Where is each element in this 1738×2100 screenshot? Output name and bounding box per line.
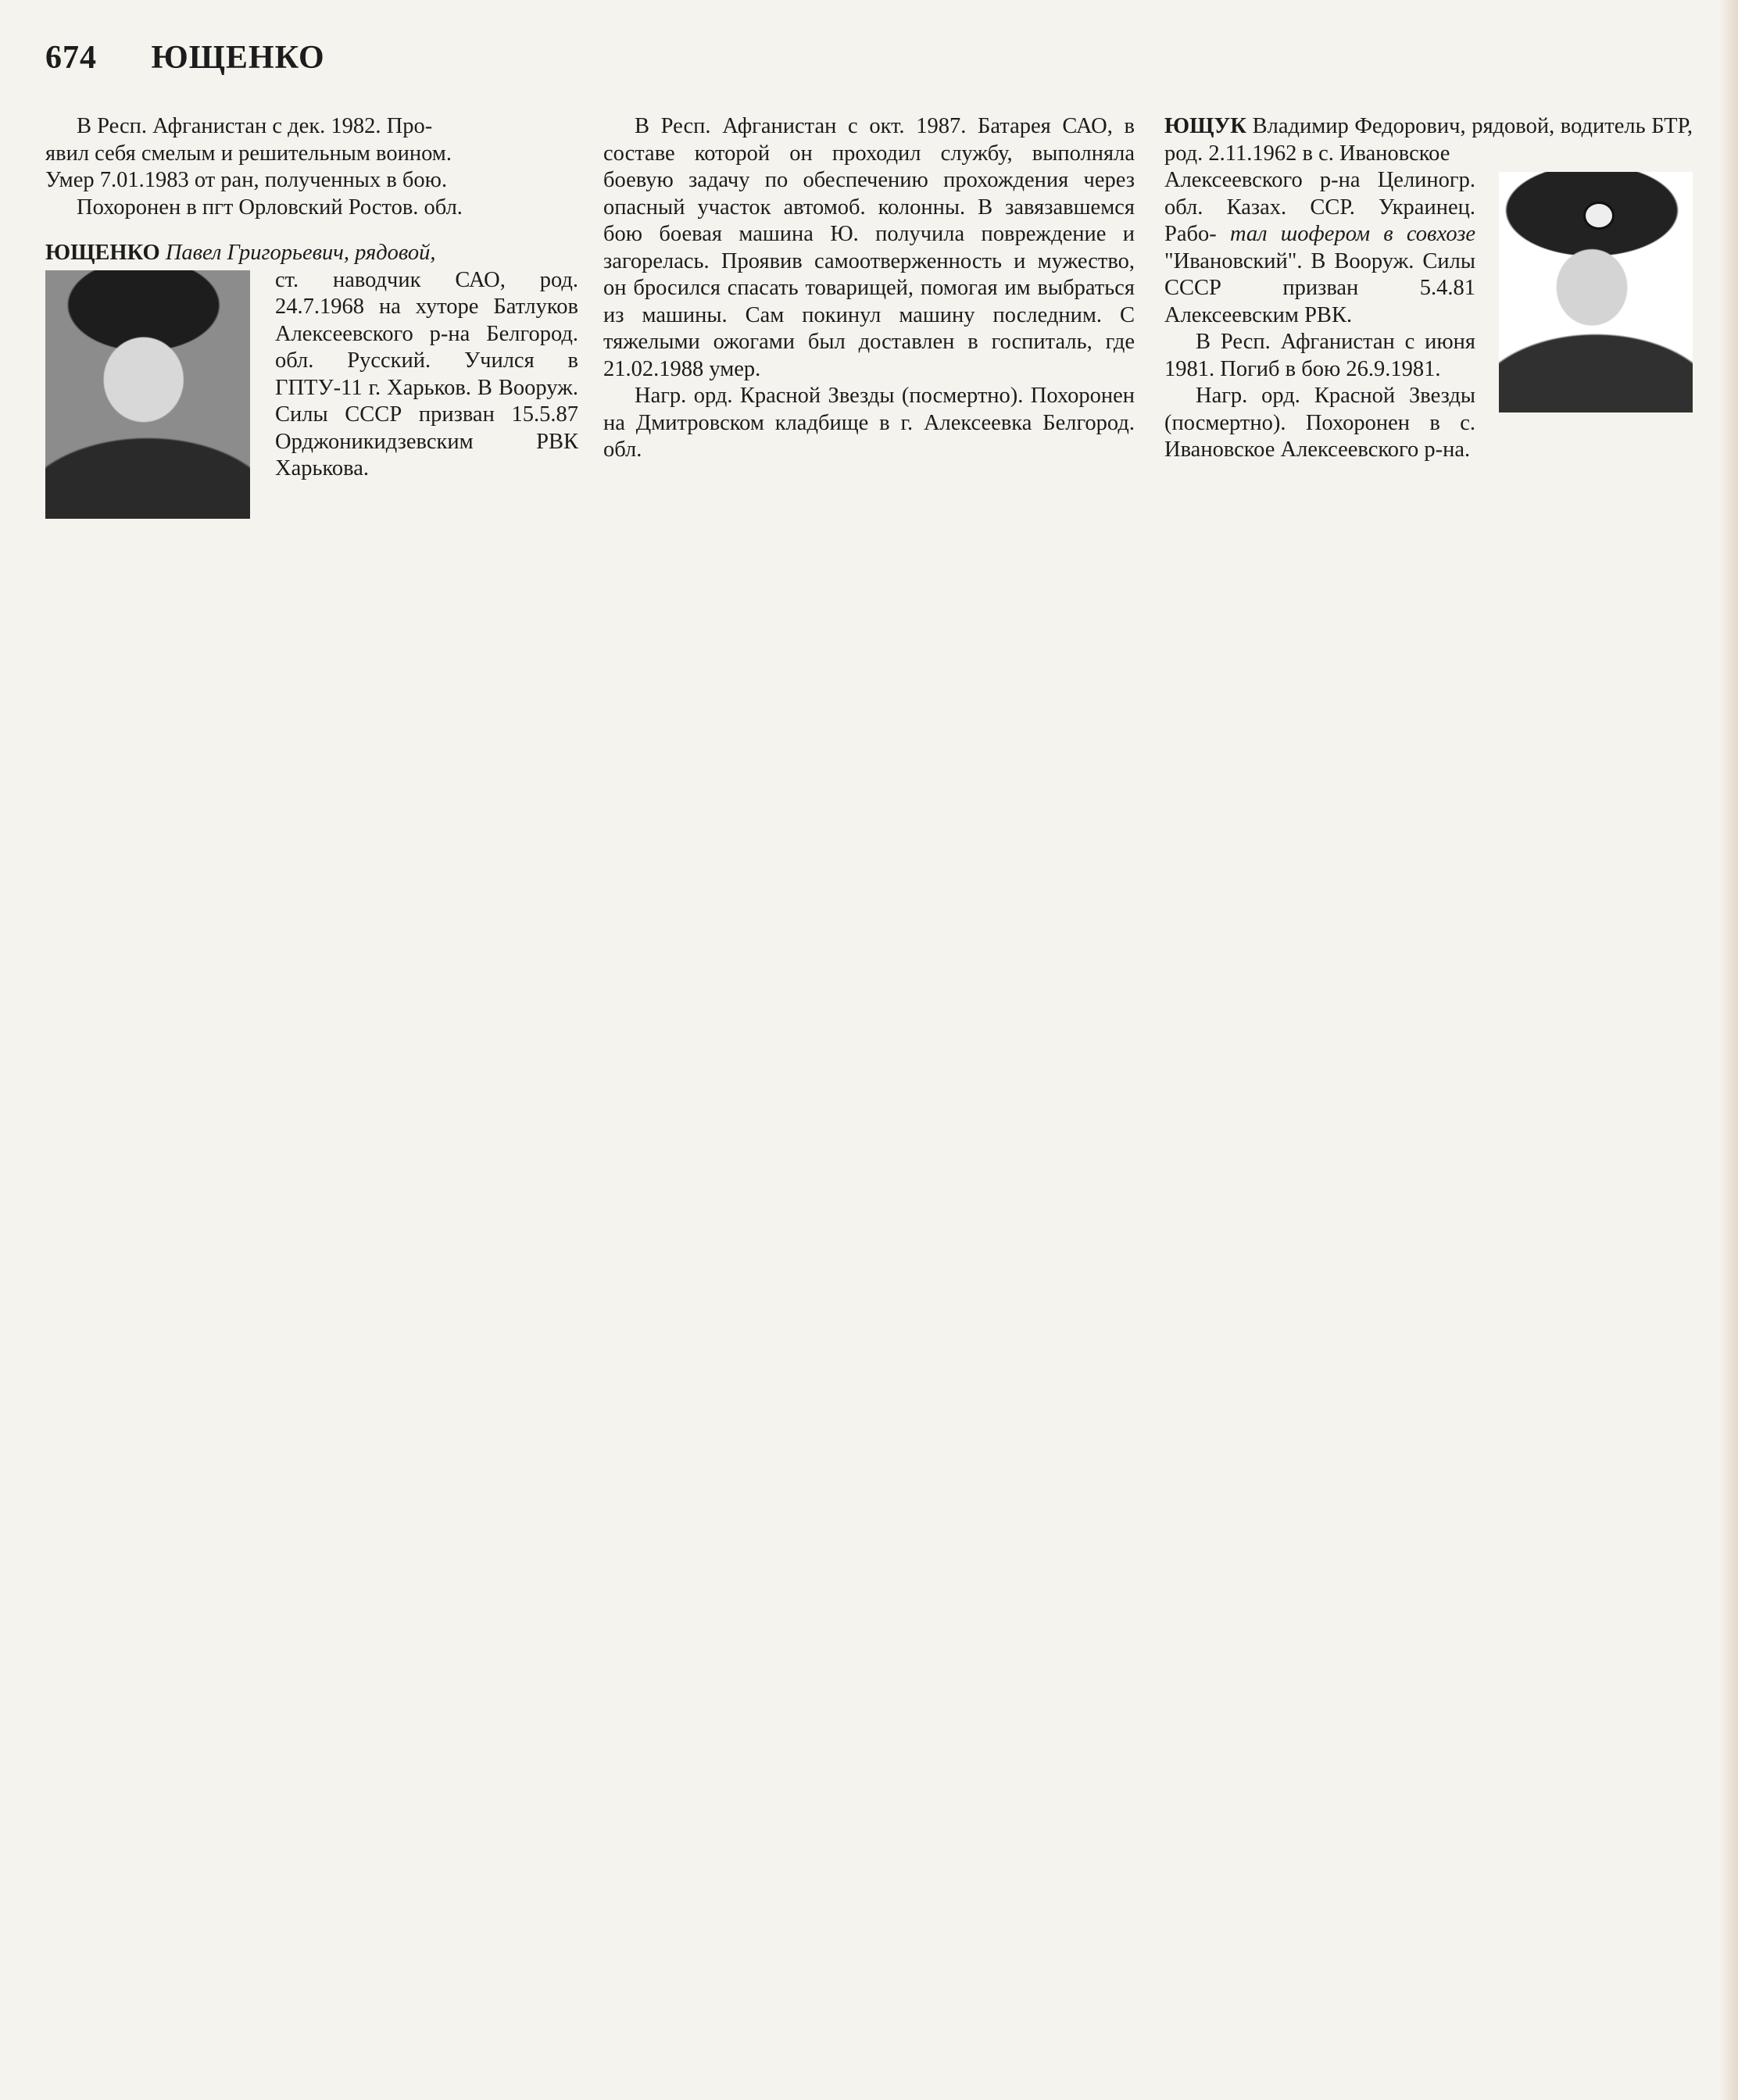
portrait-photo bbox=[1499, 172, 1693, 412]
page-edge bbox=[1719, 0, 1738, 2100]
entry-paragraph: В Респ. Афганистан с июня 1981. Погиб в бою 26.9.1981. bbox=[1164, 330, 1475, 381]
entry-text: ст. наводчик САО, род. 24.7.1968 на хуторе Батлуков Алексеевского р-на Белгород. обл. Русский. Учился в ГПТУ-11 г. Харьков. В Вооруж. Силы СССР призван 15.5.87 Орджоникидзевским РВК Харькова. bbox=[275, 267, 578, 480]
entry-yushchenko-pavel bbox=[45, 240, 578, 483]
entry-paragraph: Нагр. орд. Красной Звезды (посмертно). Похоронен на Дмитровском кладбище в г. Алексеевка Белгород. обл. bbox=[603, 384, 1135, 462]
continued-entry bbox=[45, 113, 578, 221]
entry-text: Алексеевского р-на Целиногр. обл. Казах. ССР. Украинец. Рабо- bbox=[1164, 168, 1475, 246]
cont-line: явил себя смелым и решительным воином. bbox=[45, 141, 452, 166]
entry-surname: ЮЩЕНКО bbox=[45, 241, 160, 265]
cont-line: В Респ. Афганистан с дек. 1982. Про- bbox=[77, 114, 433, 138]
column-2 bbox=[603, 113, 1135, 464]
portrait-photo bbox=[45, 270, 250, 519]
entry-paragraph: В Респ. Афганистан с окт. 1987. Батарея САО, в составе которой он проходил службу, выполняла боевую задачу по обеспечению прохождения через опасный участок автомоб. колонны. В завязавшемся бою боевая машина Ю. получила повреждение и загорелась. Проявив самоотверженность и мужество, он бросился спасать товарищей, помогая им выбраться из машины. Сам покинул машину последним. С тяжелыми ожогами был доставлен в госпиталь, где 21.02.1988 умер. bbox=[603, 114, 1135, 381]
cap-badge bbox=[1583, 202, 1615, 230]
entry-text-italic: тал шофером в совхозе bbox=[1229, 222, 1475, 246]
entry-yushchuk-vladimir bbox=[1164, 113, 1693, 464]
entry-given-name: Владимир Федорович, рядовой, водитель БТР, род. 2.11.1962 в с. Ивановское bbox=[1164, 114, 1693, 166]
cont-line: Умер 7.01.1983 от ран, полученных в бою. bbox=[45, 168, 448, 192]
running-title: ЮЩЕНКО bbox=[151, 40, 325, 76]
entry-text: "Ивановский". В Вооруж. Силы СССР призван 5.4.81 Алексеевским РВК. bbox=[1164, 248, 1475, 327]
column-1 bbox=[45, 113, 578, 523]
cont-line: Похоронен в пгт Орловский Ростов. обл. bbox=[77, 195, 463, 220]
entry-given-name: Павел Григорьевич, рядовой, bbox=[165, 241, 436, 265]
page-header bbox=[45, 39, 325, 77]
page-number: 674 bbox=[45, 40, 97, 76]
column-3 bbox=[1164, 113, 1693, 464]
entry-surname: ЮЩУК bbox=[1164, 114, 1246, 138]
entry-paragraph: Нагр. орд. Красной Звезды (посмертно). Похоронен в с. Ивановское Алексеевского р-на. bbox=[1164, 384, 1475, 462]
